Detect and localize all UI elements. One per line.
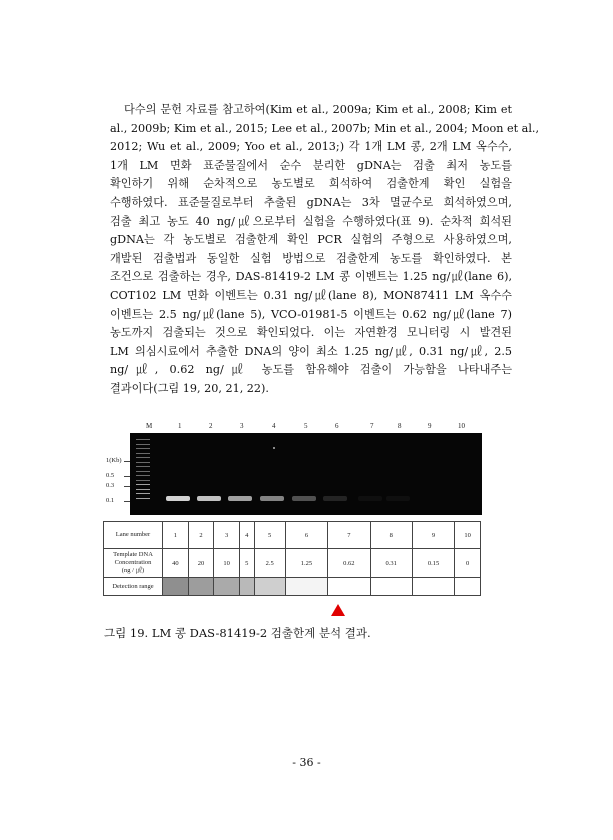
ladder-band [136, 439, 150, 440]
dna-band [197, 496, 221, 501]
ladder-band [136, 462, 150, 463]
gel-speck [273, 447, 275, 449]
lane-number-cell: 10 [455, 522, 481, 549]
lane-label: M [146, 422, 153, 430]
paragraph-line: 농도까지 검출되는 것으로 확인되었다. 이는 자연환경 모니터링 시 발견된 [110, 326, 512, 340]
paragraph-line: 다수의 문헌 자료를 참고하여(Kim et al., 2009a; Kim et al., 2008; Kim et [124, 103, 512, 116]
lane-label: 7 [370, 422, 374, 430]
concentration-cell: 0.31 [370, 549, 412, 578]
paragraph-line: 조건으로 검출하는 경우, DAS-81419-2 LM 콩 이벤트는 1.25 ng/㎕(lane 6), [110, 270, 512, 284]
ladder-band [136, 475, 150, 476]
detection-range-cell [370, 578, 412, 596]
concentration-cell: 10 [214, 549, 240, 578]
ladder-band [136, 484, 150, 485]
concentration-cell: 2.5 [254, 549, 285, 578]
lane-number-cell: 8 [370, 522, 412, 549]
lane-label: 5 [304, 422, 308, 430]
dna-band [260, 496, 284, 501]
ladder-band [136, 457, 150, 458]
lane-label: 6 [335, 422, 339, 430]
dna-band [358, 496, 382, 501]
detection-range-cell [285, 578, 327, 596]
dna-band [228, 496, 252, 501]
ladder-band [136, 498, 150, 499]
lane-number-cell: 3 [214, 522, 240, 549]
ladder-tick [124, 486, 130, 487]
detection-range-cell [240, 578, 255, 596]
paragraph-line: 1개 LM 면화 표준물질에서 순수 분리한 gDNA는 검출 최저 농도를 [110, 158, 512, 172]
lane-number-cell: 2 [188, 522, 214, 549]
concentration-cell: 40 [163, 549, 189, 578]
paragraph-line: 결과이다(그림 19, 20, 21, 22). [110, 381, 269, 395]
detection-range-cell [412, 578, 454, 596]
lane-label: 9 [428, 422, 432, 430]
dna-band [166, 496, 190, 501]
dna-band [292, 496, 316, 501]
detection-range-cell [188, 578, 214, 596]
lane-number-header: Lane number [104, 522, 163, 549]
concentration-cell: 20 [188, 549, 214, 578]
concentration-cell: 0.15 [412, 549, 454, 578]
dna-band [386, 496, 410, 501]
paragraph-line: 2012; Wu et al., 2009; Yoo et al., 2013;) 각 1개 LM 콩, 2개 LM 옥수수, [110, 140, 512, 154]
template-dna-header: Template DNA Concentration (ng / ㎕) [104, 549, 163, 578]
ladder-tick [124, 461, 130, 462]
ladder-band [136, 453, 150, 454]
paragraph-line: COT102 LM 면화 이벤트는 0.31 ng/㎕(lane 8), MON87411 LM 옥수수 [110, 288, 512, 302]
lane-label: 3 [240, 422, 244, 430]
lane-label: 10 [458, 422, 465, 430]
ladder-band [136, 471, 150, 472]
detection-range-cell [328, 578, 370, 596]
paragraph-line: 이벤트는 2.5 ng/㎕(lane 5), VCO-01981-5 이벤트는 0.62 ng/㎕(lane 7) [110, 307, 512, 321]
detection-limit-marker-icon [331, 604, 345, 616]
page-number: - 36 - [292, 756, 321, 769]
detection-range-cell [163, 578, 189, 596]
concentration-cell: 0 [455, 549, 481, 578]
ladder-band [136, 466, 150, 467]
concentration-cell: 1.25 [285, 549, 327, 578]
detection-range-cell [455, 578, 481, 596]
paragraph-line: gDNA는 각 농도별로 검출한계 확인 PCR 실험의 주형으로 사용하였으며, [110, 233, 512, 247]
gel-image [130, 433, 482, 515]
lane-label: 4 [272, 422, 276, 430]
paragraph-line: 개발된 검출법과 동일한 실험 방법으로 검출한계 농도를 확인하였다. 본 [110, 251, 512, 265]
ladder-size-label: 0.5 [106, 472, 115, 479]
lane-number-cell: 1 [163, 522, 189, 549]
ladder-size-label: 0.1 [106, 497, 115, 504]
lane-label: 8 [398, 422, 402, 430]
ladder-band [136, 493, 150, 494]
ladder-tick [124, 476, 130, 477]
lane-label: 1 [178, 422, 182, 430]
ladder-band [136, 448, 150, 449]
ladder-band [136, 489, 150, 490]
figure-caption: 그림 19. LM 콩 DAS-81419-2 검출한계 분석 결과. [104, 626, 371, 640]
lane-number-cell: 4 [240, 522, 255, 549]
ladder-tick [124, 501, 130, 502]
dna-band [323, 496, 347, 501]
detection-range-cell [254, 578, 285, 596]
paragraph-line: 검출 최고 농도 40 ng/㎕으로부터 실험을 수행하였다(표 9). 순차적 희석된 [110, 214, 512, 228]
ladder-band [136, 480, 150, 481]
concentration-cell: 5 [240, 549, 255, 578]
detection-range-header: Detection range [104, 578, 163, 596]
lane-number-cell: 9 [412, 522, 454, 549]
lane-label: 2 [209, 422, 213, 430]
ladder-band [136, 444, 150, 445]
lane-number-cell: 5 [254, 522, 285, 549]
lane-table [103, 521, 481, 596]
detection-range-cell [214, 578, 240, 596]
paragraph-line: 확인하기 위해 순차적으로 농도별로 희석하여 검출한계 확인 실험을 [110, 177, 512, 191]
ladder-size-label: 0.3 [106, 482, 115, 489]
paragraph-line: ng/㎕, 0.62 ng/㎕ 농도를 함유해야 검출이 가능함을 나타내주는 [110, 363, 512, 377]
lane-number-cell: 7 [328, 522, 370, 549]
lane-number-cell: 6 [285, 522, 327, 549]
ladder-size-label: 1(Kb) [106, 457, 122, 464]
concentration-cell: 0.62 [328, 549, 370, 578]
paragraph-line: LM 의심시료에서 추출한 DNA의 양이 최소 1.25 ng/㎕, 0.31 ng/㎕, 2.5 [110, 344, 512, 358]
body-paragraph [110, 101, 540, 399]
paragraph-line: al., 2009b; Kim et al., 2015; Lee et al., 2007b; Min et al., 2004; Moon et al., [110, 121, 540, 135]
paragraph-line: 수행하였다. 표준물질로부터 추출된 gDNA는 3차 멸균수로 희석하였으며, [110, 195, 512, 209]
